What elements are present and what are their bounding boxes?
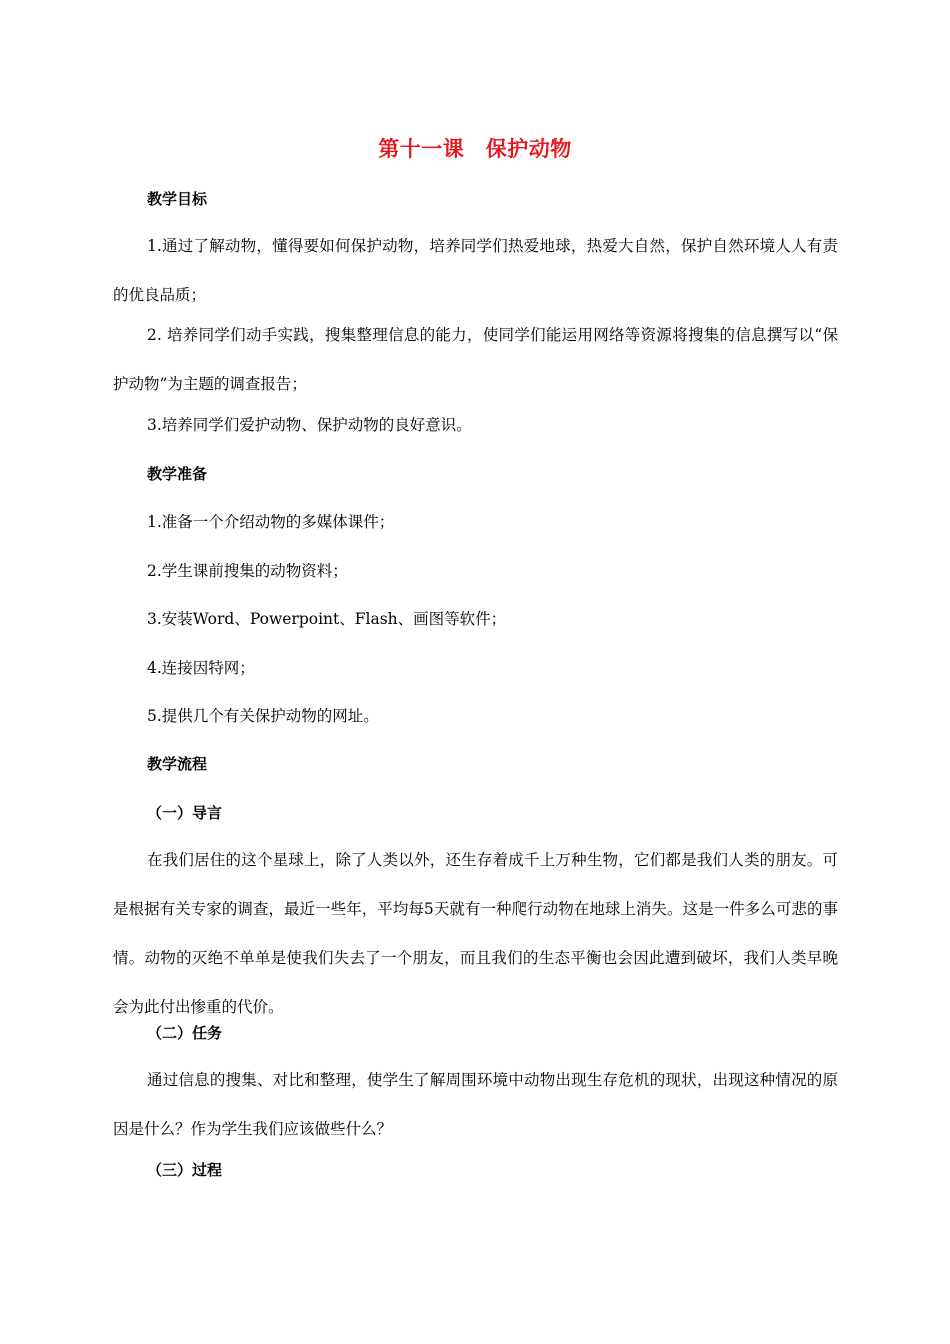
subheading-process: （三）过程 [147,1161,223,1179]
section-heading-flow: 教学流程 [147,755,208,773]
subheading-task: （二）任务 [147,1024,223,1042]
goal-item-1: 1.通过了解动物，懂得要如何保护动物，培养同学们热爱地球，热爱大自然，保护自然环境人人有责的优良品质； [113,237,838,304]
prep-item-3: 3.安装Word、Powerpoint、Flash、画图等软件； [147,610,507,628]
prep-item-4: 4.连接因特网； [147,659,255,677]
section-heading-preparation: 教学准备 [147,465,208,483]
section-heading-goals: 教学目标 [147,190,208,208]
subheading-intro: （一）导言 [147,804,223,822]
prep-item-5: 5.提供几个有关保护动物的网址。 [147,707,379,725]
lesson-title: 第十一课 保护动物 [378,137,572,161]
prep-item-1: 1.准备一个介绍动物的多媒体课件； [147,513,395,531]
goal-item-3: 3.培养同学们爱护动物、保护动物的良好意识。 [147,416,472,434]
prep-item-2: 2.学生课前搜集的动物资料； [147,562,348,580]
intro-paragraph: 在我们居住的这个星球上，除了人类以外，还生存着成千上万种生物，它们都是我们人类的朋友。可是根据有关专家的调查，最近一些年，平均每5天就有一种爬行动物在地球上消失。这是一件多么可悲的事情。动物的灭绝不单单是使我们失去了一个朋友，而且我们的生态平衡也会因此遭到破坏，我们人类早晚会为此付出惨重的代价。 [113,851,838,1016]
task-paragraph: 通过信息的搜集、对比和整理，使学生了解周围环境中动物出现生存危机的现状，出现这种情况的原因是什么？作为学生我们应该做些什么？ [113,1071,838,1138]
goal-item-2: 2. 培养同学们动手实践，搜集整理信息的能力，使同学们能运用网络等资源将搜集的信息撰写以“保护动物”为主题的调查报告； [113,326,838,393]
